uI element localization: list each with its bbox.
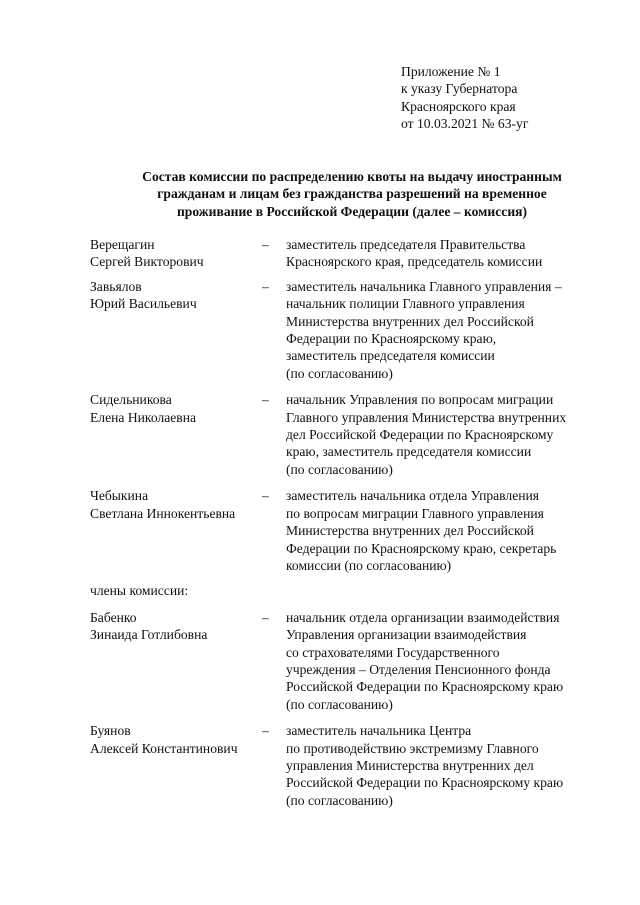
member-surname: Завьялов — [90, 278, 142, 294]
role-line: Министерства внутренних дел Российской — [286, 313, 534, 329]
annex-line: к указу Губернатора — [401, 81, 518, 97]
role-line: (по согласованию) — [286, 792, 393, 808]
role-line: (по согласованию) — [286, 696, 393, 712]
role-line: дел Российской Федерации по Красноярскому — [286, 427, 554, 443]
member-surname: Сидельникова — [90, 392, 172, 408]
role-line: Управления организации взаимодействия — [286, 627, 527, 643]
role-line: начальник отдела организации взаимодействия — [286, 609, 560, 625]
member-dash: – — [262, 488, 269, 504]
title-line: проживание в Российской Федерации (далее – комиссия) — [176, 203, 528, 219]
member-entry — [90, 236, 630, 271]
member-role — [286, 236, 630, 271]
role-line: заместитель председателя комиссии — [286, 348, 495, 364]
role-line: заместитель начальника Главного управления – — [286, 278, 562, 294]
role-line: Российской Федерации по Красноярскому краю — [286, 775, 564, 791]
member-dash: – — [262, 237, 269, 252]
role-line: со страхователями Государственного — [286, 644, 500, 660]
member-role — [286, 278, 630, 382]
member-given-name: Елена Николаевна — [90, 409, 197, 425]
role-line: заместитель начальника Центра — [286, 723, 472, 739]
role-line: Главного управления Министерства внутренних — [286, 409, 567, 425]
members-section-label: члены комиссии: — [90, 583, 189, 599]
role-line: заместитель председателя Правительства — [286, 237, 526, 252]
role-line: Федерации по Красноярскому краю, — [286, 331, 497, 347]
role-line: заместитель начальника отдела Управления — [286, 488, 540, 504]
role-line: Федерации по Красноярскому краю, секретарь — [286, 540, 557, 556]
role-line: (по согласованию) — [286, 461, 393, 477]
member-given-name: Юрий Васильевич — [90, 296, 197, 312]
member-role — [286, 487, 630, 574]
role-line: Министерства внутренних дел Российской — [286, 523, 534, 539]
member-role — [286, 609, 630, 713]
member-entry — [90, 609, 630, 713]
member-name — [90, 487, 262, 574]
role-line: управления Министерства внутренних дел — [286, 757, 534, 773]
role-line: Российской Федерации по Красноярскому краю — [286, 679, 564, 695]
member-dash: – — [262, 278, 269, 294]
role-line: краю, заместитель председателя комиссии — [286, 444, 532, 460]
member-entry — [90, 391, 630, 478]
role-line: начальник полиции Главного управления — [286, 296, 525, 312]
member-dash: – — [262, 723, 269, 739]
title-line: Состав комиссии по распределению квоты на выдачу иностранным — [142, 169, 562, 184]
member-surname: Верещагин — [90, 237, 155, 252]
member-given-name: Сергей Викторович — [90, 254, 204, 270]
member-name — [90, 391, 262, 478]
member-name — [90, 278, 262, 382]
member-given-name: Светлана Иннокентьевна — [90, 505, 236, 521]
member-dash: – — [262, 392, 269, 408]
member-surname: Чебыкина — [90, 488, 149, 504]
role-line: Красноярского края, председатель комиссии — [286, 254, 543, 270]
title-line: гражданам и лицам без гражданства разрешений на временное — [157, 186, 547, 202]
member-surname: Бабенко — [90, 609, 137, 625]
role-line: по вопросам миграции Главного управления — [286, 505, 544, 521]
member-entry — [90, 487, 630, 574]
member-entry — [90, 722, 630, 809]
member-role — [286, 391, 630, 478]
role-line: комиссии (по согласованию) — [286, 557, 452, 573]
commission-list — [90, 236, 630, 809]
role-line: по противодействию экстремизму Главного — [286, 740, 539, 756]
member-name — [90, 609, 262, 713]
annex-line: от 10.03.2021 № 63-уг — [401, 116, 529, 132]
annex-line: Приложение № 1 — [401, 64, 501, 79]
member-name — [90, 236, 262, 271]
member-given-name: Зинаида Готлибовна — [90, 627, 208, 643]
member-entry — [90, 278, 630, 382]
member-name — [90, 722, 262, 809]
role-line: начальник Управления по вопросам миграции — [286, 392, 554, 408]
role-line: (по согласованию) — [286, 365, 393, 381]
member-given-name: Алексей Константинович — [90, 740, 238, 756]
annex-line: Красноярского края — [401, 98, 516, 114]
annex-block — [401, 63, 631, 133]
member-dash: – — [262, 609, 269, 625]
member-surname: Буянов — [90, 723, 131, 739]
document-title — [92, 168, 612, 220]
role-line: учреждения – Отделения Пенсионного фонда — [286, 661, 551, 677]
member-role — [286, 722, 630, 809]
